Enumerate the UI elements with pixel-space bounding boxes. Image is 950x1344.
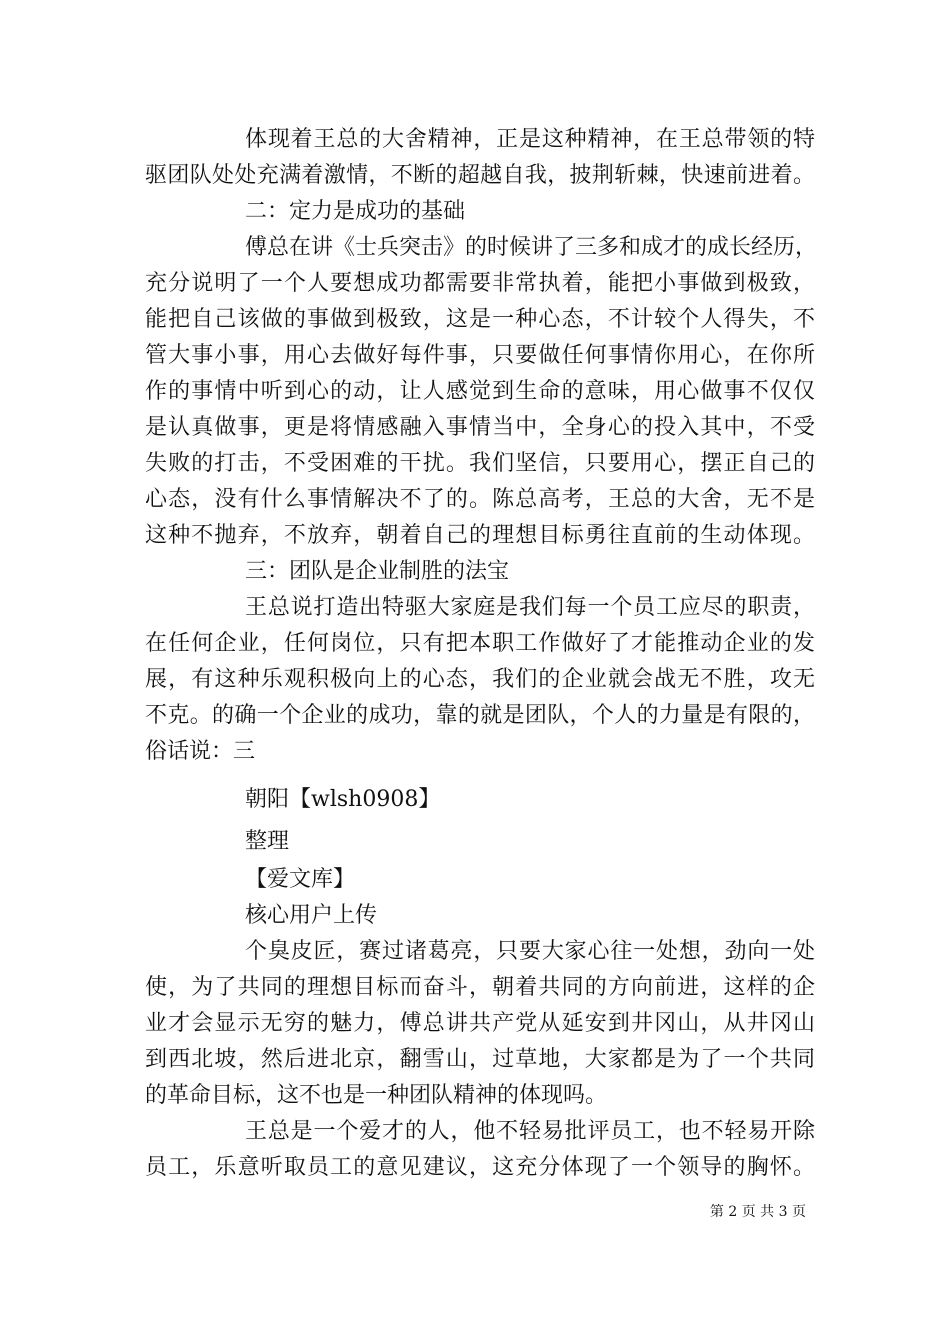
watermark-line: 核心用户上传 bbox=[245, 903, 378, 928]
text-line: 展，有这种乐观积极向上的心态，我们的企业就会战无不胜，攻无 bbox=[145, 667, 815, 692]
text-line: 王总说打造出特驱大家庭是我们每一个员工应尽的职责， bbox=[245, 595, 815, 620]
text-line: 个臭皮匠，赛过诸葛亮，只要大家心往一处想，劲向一处 bbox=[245, 939, 815, 964]
text-line: 这种不抛弃，不放弃，朝着自己的理想目标勇往直前的生动体现。 bbox=[145, 523, 815, 548]
text-line: 员工，乐意听取员工的意见建议，这充分体现了一个领导的胸怀。 bbox=[145, 1155, 815, 1180]
text-line: 心态，没有什么事情解决不了的。陈总高考，王总的大舍，无不是 bbox=[145, 487, 815, 512]
text-line: 到西北坡，然后进北京，翻雪山，过草地，大家都是为了一个共同 bbox=[145, 1047, 815, 1072]
watermark-line: 朝阳【wlsh0908】 bbox=[245, 787, 441, 812]
text-line: 王总是一个爱才的人，他不轻易批评员工，也不轻易开除 bbox=[245, 1119, 815, 1144]
text-line: 驱团队处处充满着激情，不断的超越自我，披荆斩棘，快速前进着。 bbox=[145, 163, 815, 188]
section-heading: 二：定力是成功的基础 bbox=[245, 199, 466, 224]
section-heading: 三：团队是企业制胜的法宝 bbox=[245, 559, 510, 584]
text-line: 使，为了共同的理想目标而奋斗，朝着共同的方向前进，这样的企 bbox=[145, 975, 815, 1000]
text-line: 在任何企业，任何岗位，只有把本职工作做好了才能推动企业的发 bbox=[145, 631, 815, 656]
text-line: 作的事情中听到心的动，让人感觉到生命的意味，用心做事不仅仅 bbox=[145, 379, 815, 404]
text-line: 充分说明了一个人要想成功都需要非常执着，能把小事做到极致， bbox=[145, 271, 815, 296]
text-line: 傅总在讲《士兵突击》的时候讲了三多和成才的成长经历， bbox=[245, 235, 818, 260]
text-line: 体现着王总的大舍精神，正是这种精神，在王总带领的特 bbox=[245, 127, 815, 152]
text-line: 管大事小事，用心去做好每件事，只要做任何事情你用心，在你所 bbox=[145, 343, 815, 368]
text-line: 的革命目标，这不也是一种团队精神的体现吗。 bbox=[145, 1083, 608, 1108]
text-line: 能把自己该做的事做到极致，这是一种心态，不计较个人得失，不 bbox=[145, 307, 815, 332]
page-number: 第 2 页 共 3 页 bbox=[709, 1204, 806, 1220]
text-line: 不克。的确一个企业的成功，靠的就是团队，个人的力量是有限的， bbox=[145, 703, 815, 728]
text-line: 失败的打击，不受困难的干扰。我们坚信，只要用心，摆正自己的 bbox=[145, 451, 815, 476]
watermark-line: 整理 bbox=[245, 829, 290, 854]
watermark-line: 【爱文库】 bbox=[245, 867, 356, 892]
text-line: 俗话说：三 bbox=[145, 739, 256, 764]
text-line: 业才会显示无穷的魅力，傅总讲共产党从延安到井冈山，从井冈山 bbox=[145, 1011, 815, 1036]
text-line: 是认真做事，更是将情感融入事情当中，全身心的投入其中，不受 bbox=[145, 415, 815, 440]
